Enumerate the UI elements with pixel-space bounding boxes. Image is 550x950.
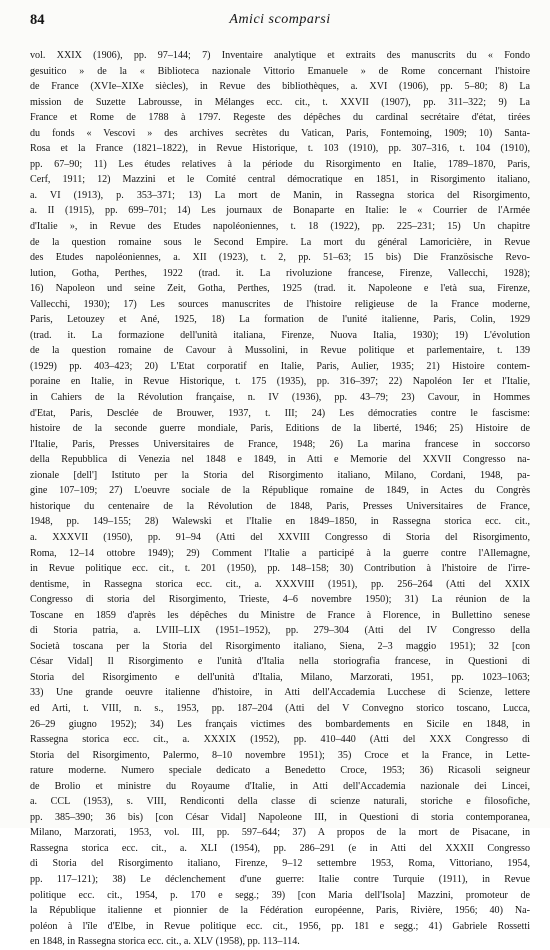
text-line: mission de Suzette Labrousse, in Mélanges ecc. cit., t. XXVII (1907), pp. 311–322; 9) La [30,96,530,108]
text-line: historique du centenaire de la Révolution de 1848, Paris, Presses Universitaires de France, [30,500,530,512]
text-line: 16) Napoleon und seine Zeit, Gotha, Perthes, 1925 (trad. it. Napoleone e l'età sua, Firenze, [30,283,530,295]
text-line: d'Italie », in Revue des Etudes napoléoniennes, t. 18 (1922), pp. 225–231; 15) Un chapitre [30,221,530,233]
running-title: Amici scomparsi [229,12,331,27]
text-line: de Brolio et ministre du Royaume d'Italie, in Atti dell'Accademia nazionale dei Lincei, [30,780,530,792]
text-line: poléon à l'île d'Elbe, in Revue politique ecc. cit., 1956, pp. 181 e segg.; 41) Gabriele Rossetti [30,920,530,932]
text-line: Congresso di storia del Risorgimento, Trieste, 4–6 novembre 1950); 31) La réunion de la [30,594,530,606]
text-line: Paris, Letouzey et Ané, 1925, 18) La formation de l'unité italienne, Paris, Colin, 1929 [30,314,530,326]
text-line: di Storia patria, a. LVIII–LIX (1951–1952), pp. 279–304 (Atti del IV Congresso della [30,625,530,637]
text-line: Milano, Marzorati, 1953, vol. III, pp. 597–644; 37) A propos de la mort de Pisacane, in [30,827,530,839]
text-line: rature moderne. Numero speciale dedicato a Benedetto Croce, 1953; 36) Ricasoli seigneur [30,765,530,777]
text-line: pp. 67–90; 11) Les études relatives à la période du Risorgimento en Italie, 1789–1870, Paris, [30,158,530,170]
text-line: gine 107–109; 27) L'oeuvre sociale de la République romaine de 1849, in Actes du Congrès [30,485,530,497]
text-line: poraine en Italie, in Revue Historique, t. 175 (1935), pp. 316–397; 22) Napoléon Ier et l'Italie, [30,376,530,388]
text-line: Cerf, 1911; 12) Mazzini et le Comité central démocratique en 1851, in Risorgimento italiano, [30,174,530,186]
text-line: politique ecc. cit., 1954, p. 170 e segg.; 39) [con Maria dell'Isola] Mazzini, promoteur de [30,889,530,901]
text-line: Storia del Risorgimento, Palermo, 8–10 novembre 1951); 35) Croce et la France, in Lette- [30,749,530,761]
text-line: Vallecchi, 1930); 17) Les sources manuscrites de l'histoire religieuse de la France moderne, [30,298,530,310]
text-line: lution, Gotha, Perthes, 1922 (trad. it. La rivoluzione francese, Firenze, Vallecchi, 1928); [30,267,530,279]
bibliography-text [30,48,530,948]
text-line: Storia del Risorgimento e dell'unità d'Italia, Milano, Marzorati, 1951, pp. 1023–1063; [30,671,530,683]
text-line: dentisme, in Rassegna storica ecc. cit., a. XXXVIII (1951), pp. 256–264 (Atti del XXIX [30,578,530,590]
text-line: histoire de la seconde guerre mondiale, Paris, Editions de la liberté, 1946; 25) Histoire de [30,423,530,435]
text-line: gesuitico » de la « Biblioteca nazionale Vittorio Emanuele » de Rome concernant l'histoire [30,65,530,77]
text-line: Rosa et la France (1821–1822), in Revue Historique, t. 103 (1910), pp. 307–316, t. 104 (1910), [30,143,530,155]
text-line: 33) Une grande oeuvre italienne d'histoire, in Atti dell'Accademia Lucchese di Scienze, lettere [30,687,530,699]
page-number: 84 [30,12,45,28]
text-line: Rassegna storica ecc. cit., a. XXXIX (1952), pp. 410–440 (Atti del XXX Congresso di [30,734,530,746]
text-line: (1929) pp. 403–423; 20) L'Etat corporatif en Italie, Paris, Aulier, 1935; 21) Histoire contem- [30,360,530,372]
text-line: en 1848, in Rassegna storica ecc. cit., a. XLV (1958), pp. 113–114. [30,936,300,948]
text-line: vol. XXIX (1906), pp. 97–144; 7) Inventaire analytique et extraits des manuscrits du « Fondo [30,50,530,61]
text-line: des Etudes napoléoniennes, a. XII (1923), t. 2, pp. 51–63; 15 bis) Die Französische Revo- [30,252,530,264]
text-line: (trad. it. La formazione dell'unità italiana, Firenze, Nuova Italia, 1930); 19) L'évolution [30,329,530,341]
text-line: di Storia del Risorgimento italiano, Firenze, 9–12 settembre 1953, Roma, Vittoriano, 1954, [30,858,530,870]
text-line: a. CCL (1953), s. VIII, Rendiconti della classe di scienze naturali, storiche e filosofiche, [30,796,530,808]
text-line: 1948, pp. 149–155; 28) Walewski et l'Italie en 1849–1850, in Rassegna storica ecc. cit., [30,516,530,528]
text-line: de la question romaine de Cavour à Mussolini, in Revue politique et parlementaire, t. 139 [30,345,530,357]
text-line: de France (XVIe–XIXe siècles), in Revue des bibliothèques, a. XVI (1906), pp. 5–80; 8) La [30,81,530,93]
text-line: a. VI (1913), p. 353–371; 13) La mort de Manin, in Rassegna storica del Risorgimento, [30,189,530,201]
text-line: César Vidal] Il Risorgimento e l'unità d'Italia nella storiografia francese, in Questioni di [30,656,530,668]
text-line: du fonds « Vescovi » des archives secrètes du Vatican, Paris, Fontemoing, 1909; 10) Santa- [30,127,530,139]
text-line: la République italienne et pionnier de la Fédération européenne, Paris, Rivière, 1956; 40) Na- [30,905,530,917]
text-line: d'Etat, Paris, Desclée de Brouwer, 1937, t. III; 24) Les démocraties contre le fascisme: [30,407,530,419]
text-line: a. XXXVII (1950), pp. 91–94 (Atti del XXVIII Congresso di Storia del Risorgimento, [30,531,530,543]
text-line: ed Arti, t. VIII, n. s., 1953, pp. 187–204 (Atti del V Convegno storico toscano, Lucca, [30,702,530,714]
page-header [30,10,530,32]
text-line: a. II (1915), pp. 699–701; 14) Les journaux de Bonaparte en Italie: le « Courrier de l'Armée [30,205,530,217]
text-line: Roma, 12–14 ottobre 1949); 29) Comment l'Italie a participé à la guerre contre l'Allemagne, [30,547,530,559]
text-line: l'Italie, Paris, Presses Universitaires de France, 1948; 26) La marina francese in soccorso [30,438,530,450]
text-line: Toscane en 1859 d'après les dépêches du Ministre de France à Florence, in Bullettino senese [30,609,530,621]
text-line: 26–29 giugno 1952); 34) Les français victimes des bombardements en Sicile en 1848, in [30,718,530,730]
text-line: zionale [dell'] Istituto per la Storia del Risorgimento italiano, Milano, Cordani, 1948, pa- [30,469,530,481]
text-line: de la question romaine sous le Second Empire. La mort du général Lamoricière, in Revue [30,236,530,248]
text-line: in Revue politique ecc. cit., t. 201 (1950), pp. 148–158; 30) Contribution à l'histoire de l'irre- [30,563,530,575]
text-line: Rassegna storica ecc. cit., a. XLI (1954), pp. 286–291 (e in Atti del XXXII Congresso [30,842,530,854]
text-line: in Cahiers de la Révolution française, n. IV (1936), pp. 43–79; 23) Cavour, in Hommes [30,392,530,404]
text-line: della Repubblica di Venezia nel 1848 e 1849, in Atti e Memorie del XXVII Congresso na- [30,454,530,466]
text-line: France et Rome de 1788 à 1797. Regeste des dépêches du cardinal secrétaire d'état, tirées [30,112,530,124]
text-line: Società toscana per la Storia del Risorgimento italiano, Siena, 2–3 maggio 1951); 32 [con [30,640,530,652]
text-line: pp. 117–121); 38) Le déclenchement d'une guerre: Italie contre Turquie (1911), in Revue [30,873,530,885]
text-line: pp. 385–390; 36 bis) [con César Vidal] Napoleone III, in Questioni di storia contemporanea, [30,811,530,823]
